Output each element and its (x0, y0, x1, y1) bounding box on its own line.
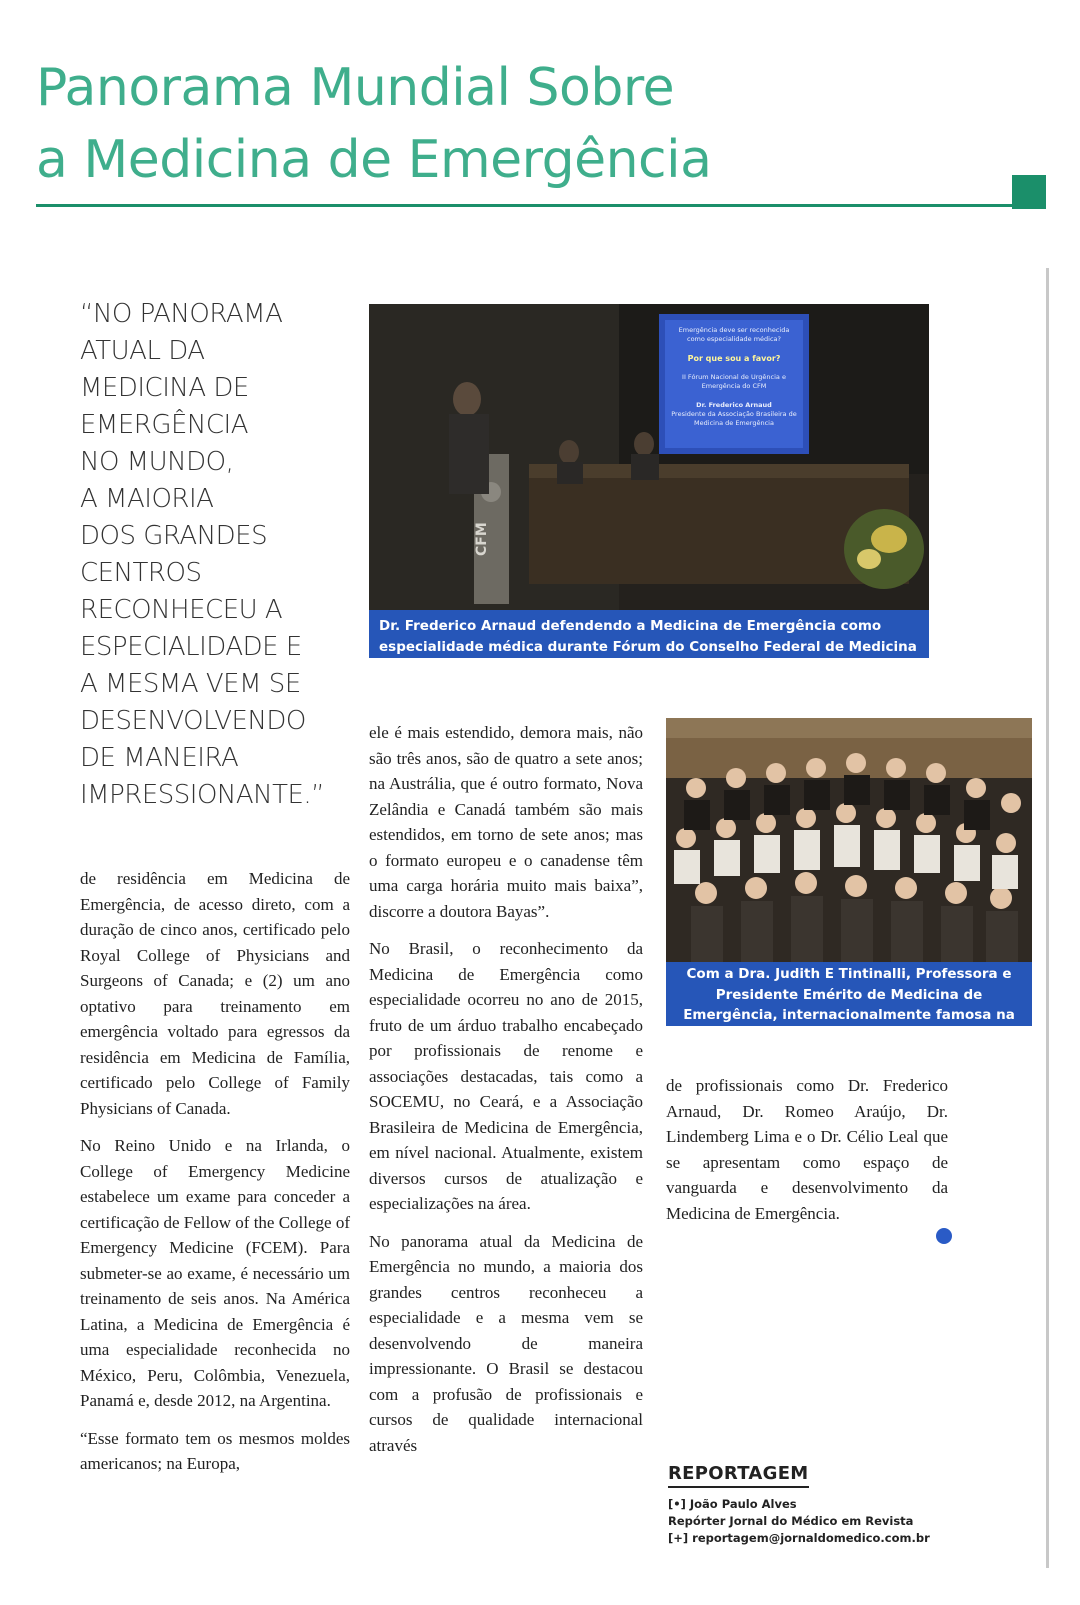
pullquote-line: A MESMA VEM SE (80, 669, 301, 699)
screen-line: Emergência deve ser reconhecida (678, 326, 790, 334)
pullquote-line: NO MUNDO, (80, 447, 234, 477)
screen-line: II Fórum Nacional de Urgência e Emergência do CFM (682, 373, 786, 390)
credits-role: Repórter Jornal do Médico em Revista (668, 1514, 914, 1528)
paragraph: No panorama atual da Medicina de Emergência no mundo, a maioria dos grandes centros reconheceu a especialidade e a mesma vem se desenvolvendo de maneira impressionante. O Brasil se destacou com a profusão de profissionais e cursos de qualidade internacional através (369, 1231, 643, 1455)
pullquote-line: DESENVOLVENDO (80, 706, 306, 736)
pullquote-line: ATUAL DA (80, 336, 205, 366)
credits-heading: REPORTAGEM (668, 1463, 809, 1488)
pullquote-line: IMPRESSIONANTE.” (80, 780, 325, 810)
paragraph: ele é mais estendido, demora mais, não são três anos, são de quatro a sete anos; na Austrália, que é outro formato, Nova Zelândia e Canadá também são mais estendidos, em torno de sete anos; mas o formato europeu e o canadense têm uma carga horária muito mais baixa”, discorre a doutora Bayas”. (369, 723, 643, 921)
pullquote-line: “NO PANORAMA (80, 299, 283, 329)
podium-logo-text: CFM (474, 522, 490, 556)
pullquote-line: MEDICINA DE (80, 373, 249, 403)
group-photo-graphic (666, 718, 1032, 962)
pullquote-line: DE MANEIRA (80, 743, 239, 773)
title-line-2: a Medicina de Emergência (36, 130, 712, 190)
pullquote-line: DOS GRANDES (80, 521, 268, 551)
screen-line: Presidente da Associação Brasileira de (671, 410, 797, 418)
page-edge-line (1046, 268, 1049, 1568)
pullquote-line: EMERGÊNCIA (80, 410, 248, 440)
pullquote-line: ESPECIALIDADE E (80, 632, 302, 662)
projector-screen (665, 320, 803, 448)
pull-quote (80, 296, 350, 814)
paragraph: de profissionais como Dr. Frederico Arnaud, Dr. Romeo Araújo, Dr. Lindemberg Lima e o Dr. Célio Leal que se apresentam como espaço de vanguarda e desenvolvimento da Medicina de Emergência. (666, 1076, 948, 1223)
article-title (36, 52, 936, 196)
credits-email[interactable]: [+] reportagem@jornaldomedico.com.br (668, 1531, 930, 1545)
title-rule (36, 204, 1026, 207)
paragraph: de residência em Medicina de Emergência, de acesso direto, com a duração de cinco anos, certificado pelo Royal College of Physicians and Surgeons of Canada; e (2) um ano optativo para treinamento em emergência voltado para egressos da residência em Medicina de Família, certificado pelo College of Family Physicians of Canada. (80, 869, 350, 1118)
end-of-article-dot-icon (936, 1228, 952, 1244)
paragraph: No Brasil, o reconhecimento da Medicina de Emergência como especialidade ocorreu no ano de 2015, fruto de um árduo trabalho encabeçado por profissionais de renome e associações destacadas, tais como a SOCEMU, no Ceará, e a Associação Brasileira de Medicina de Emergência, em nível nacional. Atualmente, existem diversos cursos de atualização e especializações na área. (369, 939, 643, 1213)
title-line-1: Panorama Mundial Sobre (36, 58, 675, 118)
pullquote-line: CENTROS (80, 558, 202, 588)
paragraph: “Esse formato tem os mesmos moldes americanos; na Europa, (80, 1428, 350, 1473)
article-column-2 (369, 720, 643, 1470)
photo-conference (369, 304, 929, 610)
report-credits (668, 1463, 1028, 1547)
article-column-1 (80, 866, 350, 1489)
screen-line: Dr. Frederico Arnaud (696, 401, 772, 409)
screen-line: como especialidade médica? (687, 335, 781, 343)
photo-caption-conference: Dr. Frederico Arnaud defendendo a Medicina de Emergência como especialidade médica durante Fórum do Conselho Federal de Medicina (369, 610, 929, 658)
pullquote-line: A MAIORIA (80, 484, 214, 514)
credits-author: [•] João Paulo Alves (668, 1497, 797, 1511)
article-column-3 (666, 1073, 948, 1238)
screen-line: Por que sou a favor? (687, 354, 781, 363)
paragraph: No Reino Unido e na Irlanda, o College of Emergency Medicine estabelece um exame para conceder a certificação de Fellow of the College of Emergency Medicine (FCEM). Para submeter-se ao exame, é necessário um treinamento de seis anos. Na América Latina, a Medicina de Emergência é uma especialidade reconhecida no México, Peru, Colômbia, Venezuela, Panamá e, desde 2012, na Argentina. (80, 1136, 350, 1410)
conference-scene-graphic (369, 304, 929, 610)
decorative-square (1012, 175, 1046, 209)
photo-caption-group: Com a Dra. Judith E Tintinalli, Professora e Presidente Emérito de Medicina de Emergência, internacionalmente famosa na área (666, 962, 1032, 1026)
pullquote-line: RECONHECEU A (80, 595, 283, 625)
screen-line: Medicina de Emergência (694, 419, 774, 427)
photo-group (666, 718, 1032, 962)
